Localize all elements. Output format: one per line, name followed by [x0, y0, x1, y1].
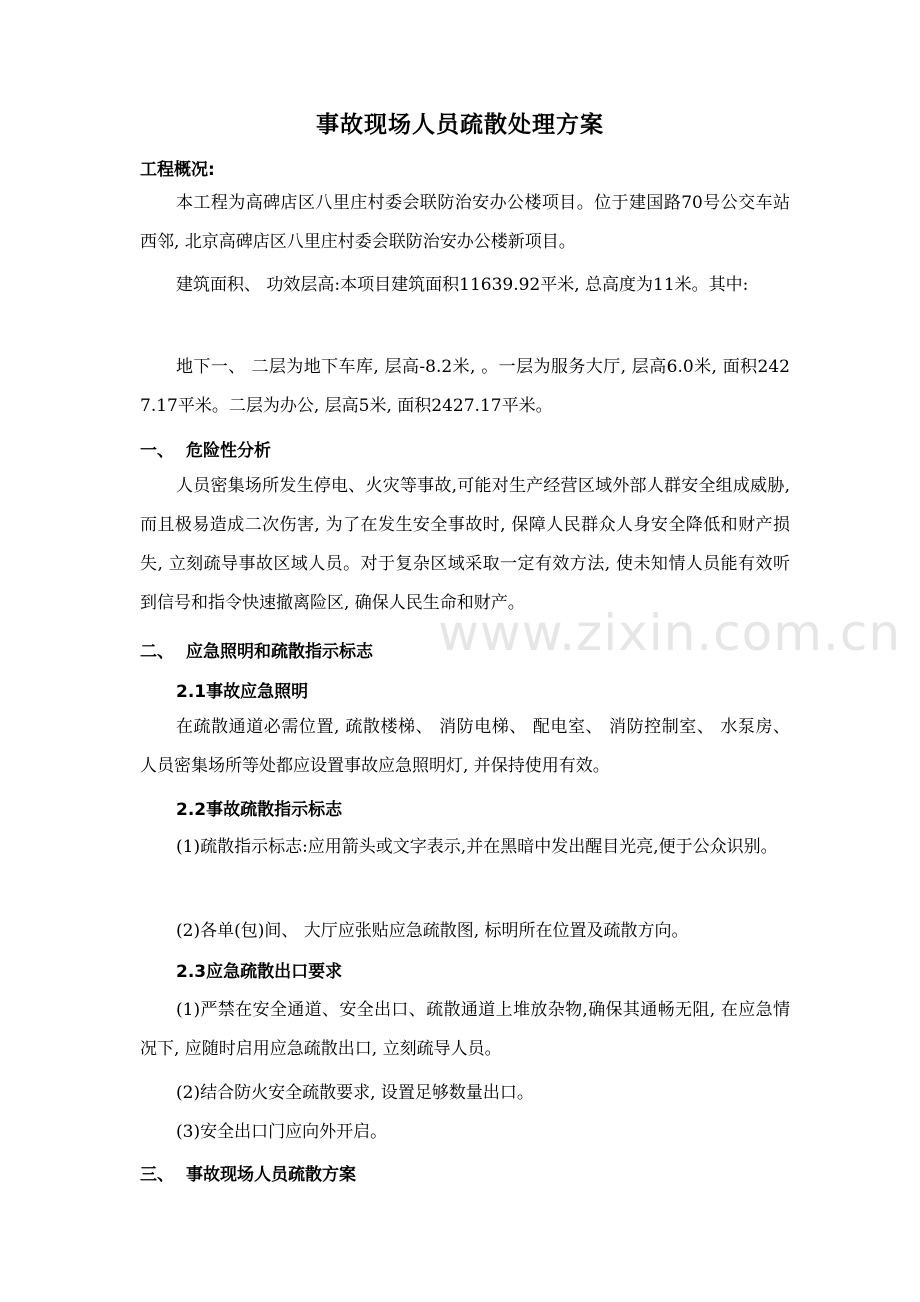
subsection-2-3-heading: 2.3应急疏散出口要求 [176, 962, 343, 982]
subsection-2-3-paragraph-2: (2)结合防火安全疏散要求, 设置足够数量出口。 [176, 1083, 534, 1103]
section-1-paragraph: 人员密集场所发生停电、火灾等事故,可能对生产经营区域外部人群安全组成威胁, 而且极易造成二次伤害, 为了在发生安全事故时, 保障人民群众人身安全降低和财产损失, 立刻疏导事故区域人员。对于复杂区域采取一定有效方法, 使未知情人员能有效听到信号和指令快速撤离险区, 确保人民生命和财产。 [140, 476, 790, 613]
subsection-2-2-heading: 2.2事故疏散指示标志 [176, 800, 343, 820]
document-title: 事故现场人员疏散处理方案 [316, 112, 604, 138]
subsection-2-2-paragraph-1: (1)疏散指示标志:应用箭头或文字表示,并在黑暗中发出醒目光亮,便于公众识别。 [176, 837, 778, 857]
overview-heading: 工程概况: [140, 160, 215, 180]
section-3-heading [140, 1160, 356, 1185]
section-2-heading [140, 637, 373, 662]
subsection-2-1-paragraph: 在疏散通道必需位置, 疏散楼梯、 消防电梯、 配电室、 消防控制室、 水泵房、 人员密集场所等处都应设置事故应急照明灯, 并保持使用有效。 [140, 717, 790, 776]
watermark: www.zixin.com.cn [438, 604, 902, 662]
subsection-2-1-heading: 2.1事故应急照明 [176, 682, 309, 702]
section-1-title: 危险性分析 [186, 441, 271, 461]
overview-paragraph-3: 地下一、 二层为地下车库, 层高-8.2米, 。一层为服务大厅, 层高6.0米, 面积2427.17平米。二层为办公, 层高5米, 面积2427.17平米。 [140, 357, 790, 416]
section-3-number: 三、 [140, 1165, 174, 1185]
section-1-number: 一、 [140, 441, 174, 461]
section-2-number: 二、 [140, 642, 174, 662]
subsection-2-2-paragraph-2: (2)各单(包)间、 大厅应张贴应急疏散图, 标明所在位置及疏散方向。 [176, 921, 689, 941]
overview-paragraph-1: 本工程为高碑店区八里庄村委会联防治安办公楼项目。位于建国路70号公交车站西邻, 北京高碑店区八里庄村委会联防治安办公楼新项目。 [140, 193, 790, 252]
overview-paragraph-2: 建筑面积、 功效层高:本项目建筑面积11639.92平米, 总高度为11米。其中: [176, 275, 749, 295]
section-3-title: 事故现场人员疏散方案 [186, 1165, 356, 1185]
subsection-2-3-paragraph-1: (1)严禁在安全通道、安全出口、疏散通道上堆放杂物,确保其通畅无阻, 在应急情况下, 应随时启用应急疏散出口, 立刻疏导人员。 [140, 1000, 790, 1059]
subsection-2-3-paragraph-3: (3)安全出口门应向外开启。 [176, 1122, 388, 1142]
section-1-heading [140, 436, 271, 461]
section-2-title: 应急照明和疏散指示标志 [186, 642, 373, 662]
